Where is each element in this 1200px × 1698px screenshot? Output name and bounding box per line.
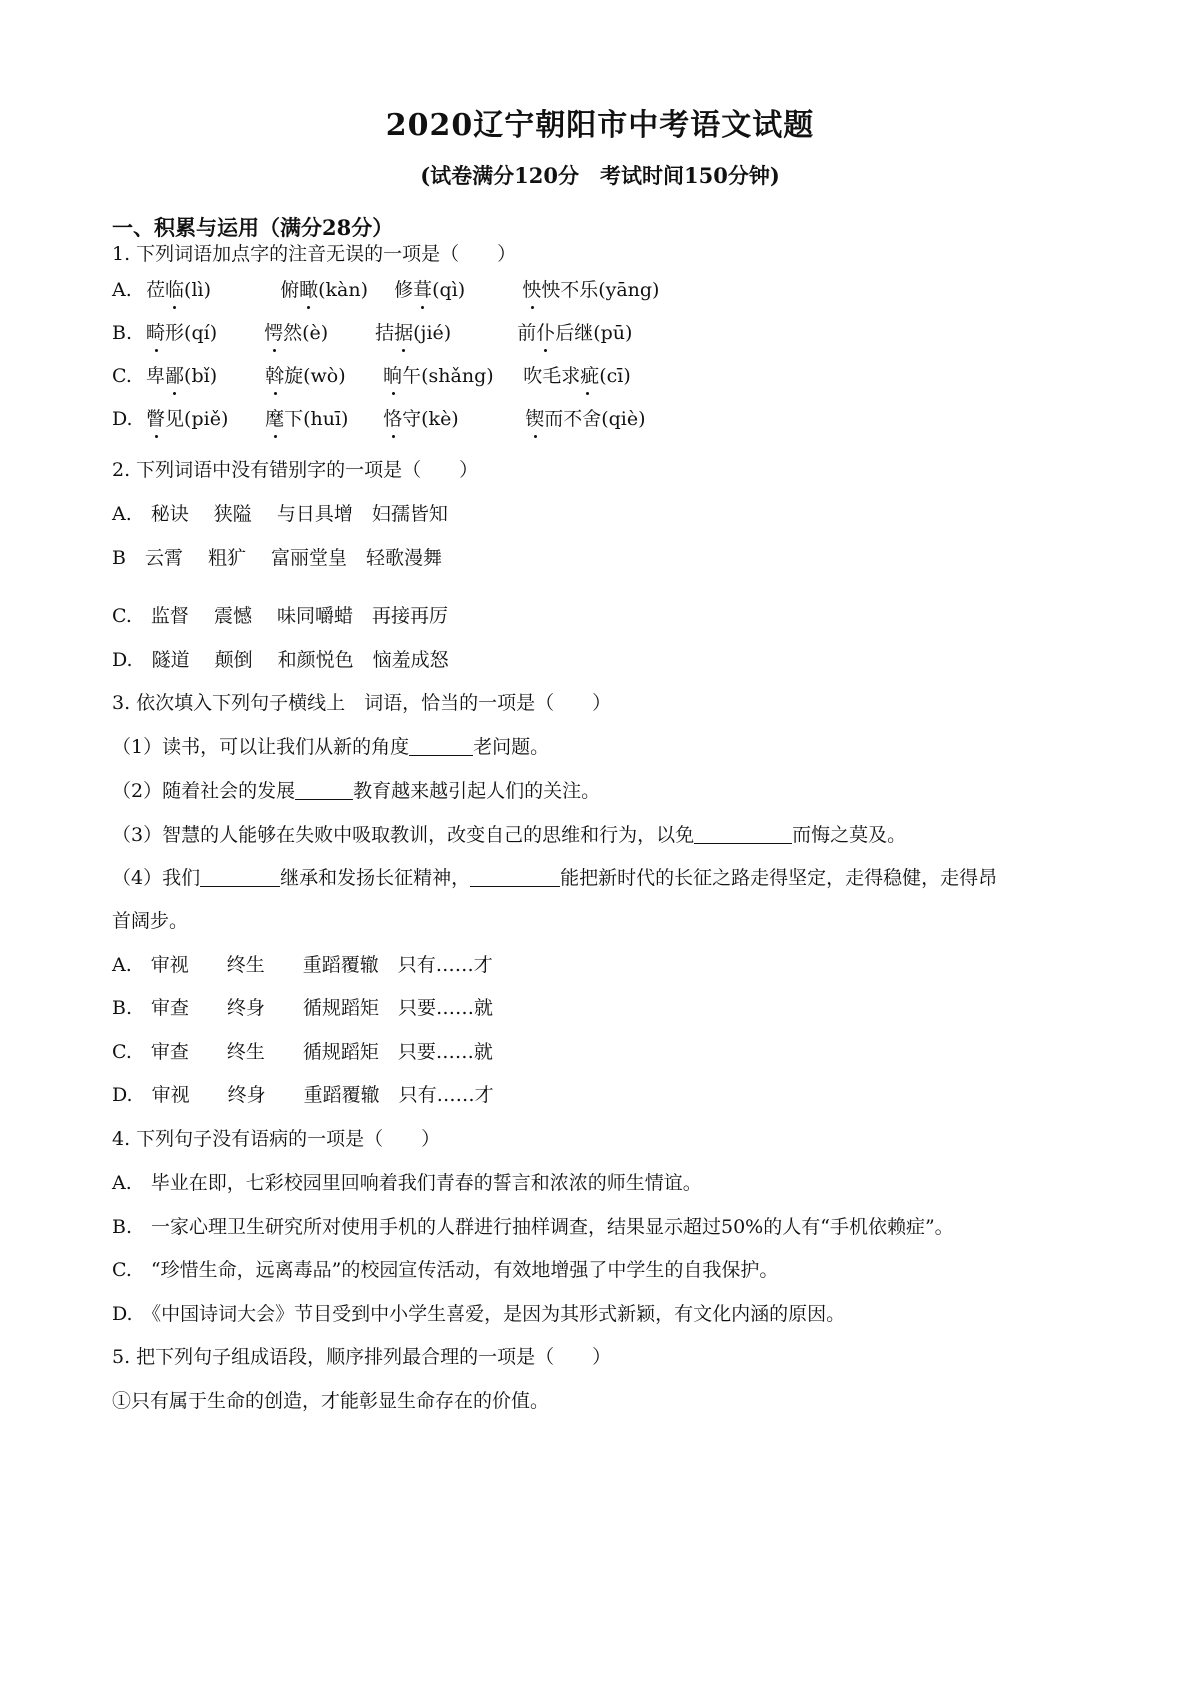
question-1-option-a	[112, 277, 659, 303]
option-word: 修葺(qì)	[394, 277, 516, 303]
question-1-option-b	[112, 320, 632, 346]
answer-blank	[470, 868, 560, 887]
question-4-option-a: A. 毕业在即，七彩校园里回响着我们青春的誓言和浓浓的师生情谊。	[112, 1172, 702, 1194]
option-word: 麾下(huī)	[265, 406, 377, 432]
question-1-option-d	[112, 406, 646, 432]
question-2-stem: 2. 下列词语中没有错别字的一项是（ ）	[112, 459, 479, 481]
question-4-option-b: B. 一家心理卫生研究所对使用手机的人群进行抽样调查，结果显示超过50%的人有“手机依赖症”。	[112, 1216, 954, 1238]
question-2-option-a: A. 秘诀 狭隘 与日具增 妇孺皆知	[112, 503, 448, 525]
option-word: 晌午(shǎng)	[383, 363, 517, 389]
question-3-option-b: B. 审查 终身 循规蹈矩 只要……就	[112, 997, 494, 1019]
option-label: B.	[112, 322, 133, 344]
option-word: 瞥见(piě)	[146, 406, 259, 432]
page-title: 2020辽宁朝阳市中考语文试题	[385, 108, 815, 143]
option-word: 斡旋(wò)	[265, 363, 377, 389]
question-3-stem: 3. 依次填入下列句子横线上 词语，恰当的一项是（ ）	[112, 692, 612, 714]
page-subtitle: (试卷满分120分 考试时间150分钟)	[420, 163, 780, 188]
question-4-option-c: C. “珍惜生命，远离毒品”的校园宣传活动，有效地增强了中学生的自我保护。	[112, 1259, 779, 1281]
section-heading: 一、积累与运用（满分28分）	[112, 215, 394, 240]
question-2-option-c: C. 监督 震憾 味同嚼蜡 再接再厉	[112, 605, 448, 627]
option-word: 恪守(kè)	[383, 406, 519, 432]
option-word: 前仆后继(pū)	[517, 320, 632, 346]
question-3-sentence-3: （3）智慧的人能够在失败中吸取教训，改变自己的思维和行为，以免 而悔之莫及。	[112, 824, 907, 846]
question-1-option-c	[112, 363, 631, 389]
option-label: D.	[112, 408, 133, 430]
option-word: 畸形(qí)	[146, 320, 258, 346]
question-3-sentence-1: （1）读书，可以让我们从新的角度 老问题。	[112, 736, 550, 758]
question-3-option-d: D. 审视 终身 重蹈覆辙 只有……才	[112, 1084, 494, 1106]
answer-blank	[295, 781, 353, 800]
question-3-sentence-4-cont: 首阔步。	[112, 910, 189, 932]
option-word: 拮据(jié)	[375, 320, 511, 346]
option-word: 锲而不舍(qiè)	[525, 406, 645, 432]
question-3-sentence-2: （2）随着社会的发展 教育越来越引起人们的关注。	[112, 780, 601, 802]
option-word: 愕然(è)	[264, 320, 369, 346]
question-3-sentence-4: （4）我们 继承和发扬长征精神， 能把新时代的长征之路走得坚定，走得稳健，走得昂	[112, 867, 998, 889]
answer-blank	[409, 737, 473, 756]
question-4-option-d: D. 《中国诗词大会》节目受到中小学生喜爱，是因为其形式新颖，有文化内涵的原因。	[112, 1303, 846, 1325]
option-word: 怏怏不乐(yāng)	[522, 277, 659, 303]
option-label: C.	[112, 365, 132, 387]
option-word: 俯瞰(kàn)	[280, 277, 388, 303]
question-4-stem: 4. 下列句子没有语病的一项是（ ）	[112, 1128, 441, 1150]
question-2-option-b: B 云霄 粗犷 富丽堂皇 轻歌漫舞	[112, 547, 443, 569]
question-5-stem: 5. 把下列句子组成语段，顺序排列最合理的一项是（ ）	[112, 1346, 612, 1368]
question-3-option-a: A. 审视 终生 重蹈覆辙 只有……才	[112, 954, 493, 976]
answer-blank	[200, 868, 280, 887]
answer-blank	[694, 825, 792, 844]
question-1-stem: 1. 下列词语加点字的注音无误的一项是（ ）	[112, 243, 517, 265]
option-word: 吹毛求疵(cī)	[523, 363, 631, 389]
option-word: 卑鄙(bǐ)	[146, 363, 259, 389]
question-5-sentence-1: ①只有属于生命的创造，才能彰显生命存在的价值。	[112, 1390, 550, 1412]
question-3-option-c: C. 审查 终生 循规蹈矩 只要……就	[112, 1041, 493, 1063]
option-label: A.	[112, 279, 132, 301]
option-word: 莅临(lì)	[146, 277, 274, 303]
question-2-option-d: D. 隧道 颠倒 和颜悦色 恼羞成怒	[112, 649, 449, 671]
